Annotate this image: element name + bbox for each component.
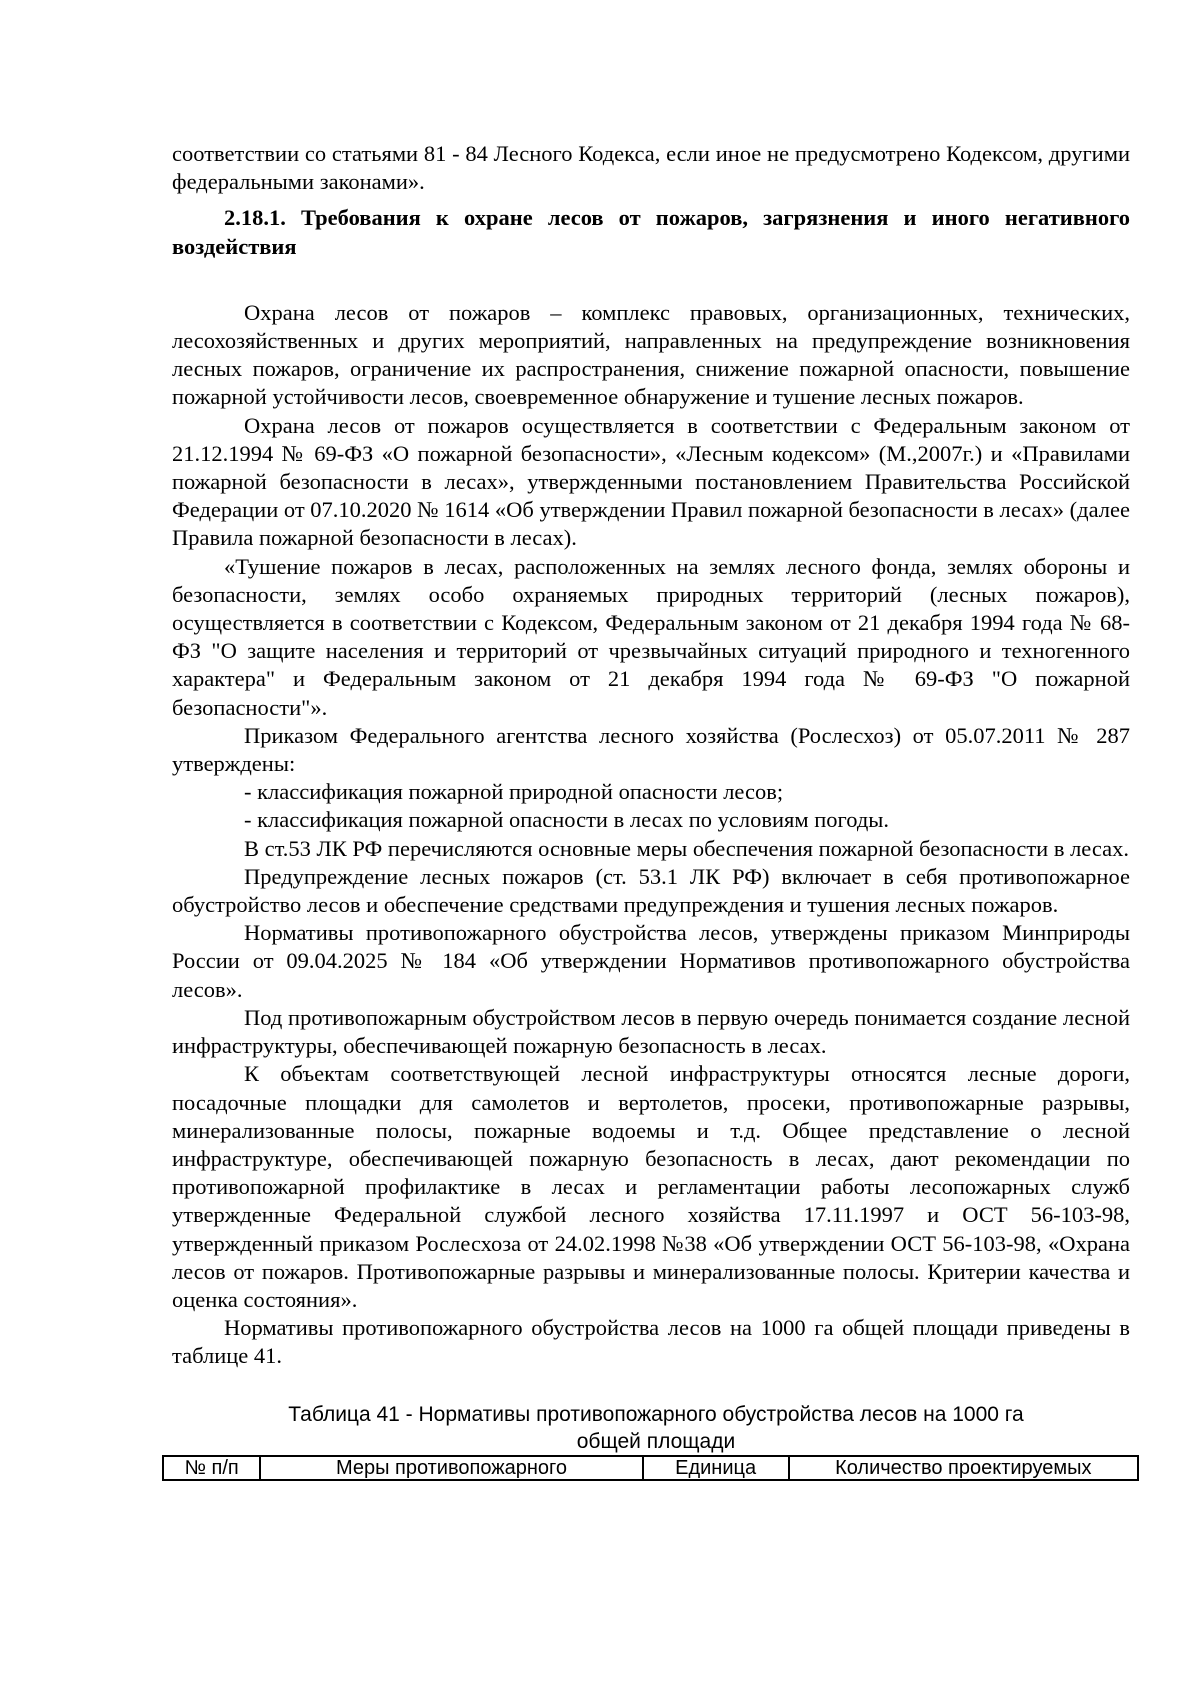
intro-paragraph: соответствии со статьями 81 - 84 Лесного Кодекса, если иное не предусмотрено Кодексом, другими федеральными законами». [172,141,1130,195]
paragraph-3: «Тушение пожаров в лесах, расположенных на землях лесного фонда, землях обороны и безопасности, землях особо охраняемых природных территорий (лесных пожаров), осуществляется в соответствии с Кодексом, Федеральным законом от 21 декабря 1994 года № 68-ФЗ "О защите населения и территорий от чрезвычайных ситуаций природного и техногенного характера" и Федеральным законом от 21 декабря 1994 года № 69-ФЗ "О пожарной безопасности"». [172,553,1130,720]
document-page [172,140,1130,1481]
paragraph-8: Под противопожарным обустройством лесов в первую очередь понимается создание лесной инфраструктуры, обеспечивающей пожарную безопасность в лесах. [172,1004,1130,1059]
table-caption-line-2: общей площади [576,1429,736,1453]
section-heading: 2.18.1. Требования к охране лесов от пожаров, загрязнения и иного негативного воздействия [172,205,1130,259]
norms-table [162,1455,1139,1481]
paragraph-5: В ст.53 ЛК РФ перечисляются основные меры обеспечения пожарной безопасности в лесах. [244,835,1129,861]
header-quantity: Количество проектируемых [789,1456,1138,1480]
table-caption-line-1: Таблица 41 - Нормативы противопожарного обустройства лесов на 1000 га [288,1402,1024,1426]
paragraph-2: Охрана лесов от пожаров осуществляется в соответствии с Федеральным законом от 21.12.1994 № 69-ФЗ «О пожарной безопасности», «Лесным кодексом» (М.,2007г.) и «Правилами пожарной безопасности в лесах», утвержденными постановлением Правительства Российской Федерации от 07.10.2020 № 1614 «Об утверждении Правил пожарной безопасности в лесах» (далее Правила пожарной безопасности в лесах). [172,412,1130,551]
list-item-2: - классификация пожарной опасности в лесах по условиям погоды. [244,807,890,833]
paragraph-7: Нормативы противопожарного обустройства лесов, утверждены приказом Минприроды России от 09.04.2025 № 184 «Об утверждении Нормативов противопожарного обустройства лесов». [172,920,1130,1002]
table-header-row [163,1456,1138,1480]
paragraph-6: Предупреждение лесных пожаров (ст. 53.1 ЛК РФ) включает в себя противопожарное обустройство лесов и обеспечение средствами предупреждения и тушения лесных пожаров. [172,863,1130,918]
header-unit: Единица [643,1456,789,1480]
paragraph-10: Нормативы противопожарного обустройства лесов на 1000 га общей площади приведены в таблице 41. [172,1315,1130,1369]
table-caption [172,1401,1130,1455]
paragraph-1: Охрана лесов от пожаров – комплекс правовых, организационных, технических, лесохозяйственных и других мероприятий, направленных на предупреждение возникновения лесных пожаров, ограничение их распространения, снижение пожарной опасности, повышение пожарной устойчивости лесов, своевременное обнаружение и тушение лесных пожаров. [172,299,1130,410]
list-item-1: - классификация пожарной природной опасности лесов; [244,779,784,805]
header-measures: Меры противопожарного [260,1456,642,1480]
header-number: № п/п [163,1456,260,1480]
paragraph-9: К объектам соответствующей лесной инфраструктуры относятся лесные дороги, посадочные площадки для самолетов и вертолетов, просеки, противопожарные разрывы, минерализованные полосы, пожарные водоемы и т.д. Общее представление о лесной инфраструктуре, обеспечивающей пожарную безопасность в лесах, дают рекомендации по противопожарной профилактике в лесах и регламентации работы лесопожарных служб утвержденные Федеральной службой лесного хозяйства 17.11.1997 и ОСТ 56-103-98, утвержденный приказом Рослесхоза от 24.02.1998 №38 «Об утверждении ОСТ 56-103-98, «Охрана лесов от пожаров. Противопожарные разрывы и минерализованные полосы. Критерии качества и оценка состояния». [172,1061,1130,1312]
paragraph-4: Приказом Федерального агентства лесного хозяйства (Рослесхоз) от 05.07.2011 № 287 утверждены: [172,722,1130,777]
